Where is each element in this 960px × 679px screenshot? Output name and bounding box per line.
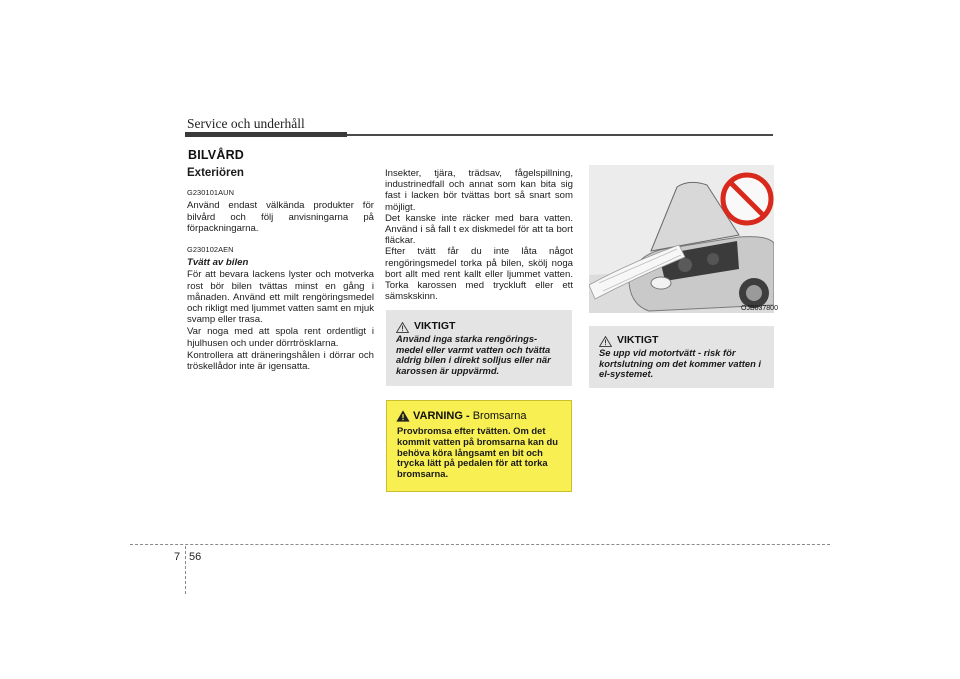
text-column-left xyxy=(187,168,374,372)
italic-subheading: Tvätt av bilen xyxy=(187,257,249,269)
header-rule-thick xyxy=(185,132,347,137)
section-title: BILVÅRD xyxy=(188,148,245,162)
paragraph: Använd endast välkända produkter för bilvård och följ anvisningarna på förpackningarna. xyxy=(187,200,374,234)
subheading-exterior: Exteriören xyxy=(187,167,244,179)
paragraph: Det kanske inte räcker med bara vatten. Använd i så fall t ex diskmedel för att ta bort fläckar. xyxy=(385,212,573,247)
warning-box-brakes xyxy=(386,400,572,492)
warning-title: VARNING - Bromsarna xyxy=(413,410,527,422)
illustration-engine-wash xyxy=(589,165,774,313)
page-number: 56 xyxy=(189,551,202,563)
notice-box-engine-wash xyxy=(589,326,774,388)
paragraph: Insekter, tjära, trädsav, fågelspillning, industrinedfall och annat som kan bita sig fast i lacken bör tvättas bort så snart som möjligt. xyxy=(385,168,573,213)
prohibition-sign-icon xyxy=(723,175,771,223)
notice-title: VIKTIGT xyxy=(414,320,456,332)
paragraph: Efter tvätt får du inte låta något rengöringsmedel torka på bilen, skölj noga bort allt med rent kallt eller ljummet vatten. Torka karossen med tryckluft eller ett sämskskinn. xyxy=(385,246,573,303)
footer-rule xyxy=(130,544,830,545)
footer-divider xyxy=(185,546,186,594)
warning-text: Provbromsa efter tvätten. Om det kommit vatten på bromsarna kan du behöva köra långsamt en bit och trycka lätt på pedalen för att torka bromsarna. xyxy=(397,425,558,480)
image-code: OJB037800 xyxy=(741,305,778,312)
reference-code: G230102AEN xyxy=(187,245,234,255)
notice-title: VIKTIGT xyxy=(617,334,659,346)
notice-text: Se upp vid motortvätt - risk för kortslutning om det kommer vatten i el-systemet. xyxy=(599,347,762,380)
notice-text: Använd inga starka rengörings-medel eller varmt vatten och tvätta aldrig bilen i direkt solljus eller när karossen är uppvärmd. xyxy=(396,333,551,376)
paragraph: Kontrollera att dräneringshålen i dörrar och tröskellådor inte är igensatta. xyxy=(187,349,374,373)
chapter-number: 7 xyxy=(174,551,181,563)
text-column-middle xyxy=(385,168,573,302)
paragraph: Var noga med att spola rent ordentligt i hjulhusen och under dörrtröskIarna. xyxy=(187,326,374,349)
reference-code: G230101AUN xyxy=(187,188,235,198)
header-rule-thin xyxy=(347,134,773,136)
chapter-header-title: Service och underhåll xyxy=(187,116,305,131)
paragraph: För att bevara lackens lyster och motverka rost bör bilen tvättas minst en gång i månaden. Använd ett milt rengöringsmedel och rikligt med ljummet vatten samt en mjuk svamp eller trasa. xyxy=(187,269,374,326)
notice-box-caution xyxy=(386,310,572,386)
